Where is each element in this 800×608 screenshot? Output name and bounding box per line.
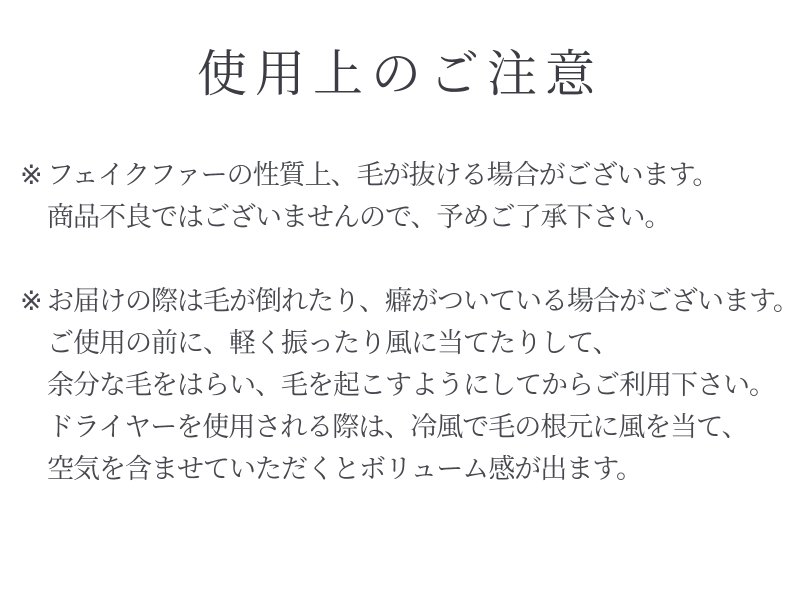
note-line: ご使用の前に、軽く振ったり風に当てたりして、 (47, 328, 619, 358)
note-line (20, 154, 794, 196)
note-line (20, 280, 799, 322)
note-line: ドライヤーを使用される際は、冷風で毛の根元に風を当て、 (47, 412, 748, 442)
note-paragraph-delivery-care (20, 280, 799, 490)
note-line: 空気を含ませていただくとボリューム感が出ます。 (47, 454, 643, 484)
note-paragraph-fur-shedding (20, 154, 794, 238)
notice-body (0, 154, 800, 490)
note-marker: ※ (20, 286, 42, 316)
note-line: 商品不良ではございませんので、予めご了承下さい。 (47, 202, 671, 232)
note-line: 余分な毛をはらい、毛を起こすようにしてからご利用下さい。 (47, 370, 775, 400)
note-marker: ※ (20, 160, 42, 190)
note-line-text: お届けの際は毛が倒れたり、癖がついている場合がございます。 (47, 286, 799, 316)
note-line-text: フェイクファーの性質上、毛が抜ける場合がございます。 (47, 160, 719, 190)
page-title: 使用上のご注意 (197, 46, 603, 102)
